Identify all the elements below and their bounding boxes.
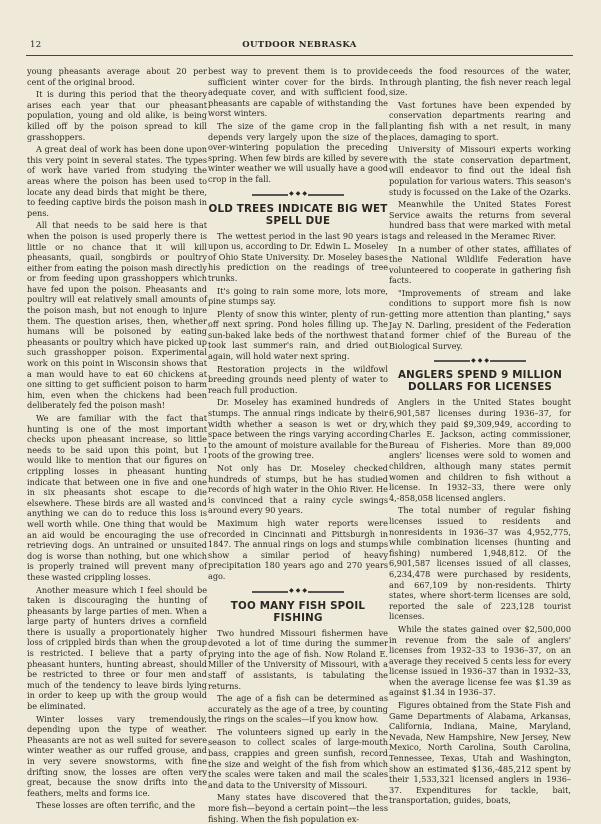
paragraph: The volunteers signed up early in the season to collect scales of large-mouth bass, crappies and green sunfish, record the size and weight of the fish from which the scales were taken and mail the scales and data to the University of Missouri. bbox=[208, 726, 388, 790]
paragraph: Meanwhile the United States Forest Service awaits the returns from several hundred bass that were marked with metal tags and released in the Meramec River. bbox=[389, 199, 571, 241]
paragraph: Anglers in the United States bought 6,901,587 licenses during 1936–37, for which they paid $9,309,949, according to Charles E. Jackson, acting commissioner, Bureau of Fisheries. More than 89,000 anglers' licenses were sold to women and children, although many states permit women and children to fish without a license. In 1932–33, there were only 4,-858,058 licensed anglers. bbox=[389, 397, 571, 503]
headline-old-trees: OLD TREES INDICATE BIG WET SPELL DUE bbox=[208, 202, 388, 227]
page-number: 12 bbox=[30, 40, 42, 50]
paragraph: Two hundred Missouri fishermen have devoted a lot of time during the summer prying into the age of fish. Now Roland E. Miller of the University of Missouri, with a staff of assistants, is tabulating the returns. bbox=[208, 627, 388, 691]
paragraph: The total number of regular fishing licenses issued to residents and nonresidents in 1936–37 was 4,952,775, while combination licenses (hunting and fishing) numbered 1,948,812. Of the 6,901,587 licenses issued of all classes, 6,234,478 were purchased by residents, and 667,109 by non-residents. Thirty states, where short-term licenses are sold, reported the sale of 223,128 tourist licenses. bbox=[389, 505, 571, 622]
section-divider-ornament: ◆ ◆ ◆ bbox=[389, 355, 571, 365]
paragraph: "Improvements of stream and lake conditions to support more fish is now getting more attention than planting," says Jay N. Darling, president of the Federation and former chief of the Bureau of the Biological Survey. bbox=[389, 287, 571, 351]
paragraph: Not only has Dr. Moseley checked hundreds of stumps, but he has studied records of high water in the Ohio River. He is convinced that a rainy cycle swings around every 90 years. bbox=[208, 463, 388, 516]
paragraph: Maximum high water reports were recorded in Cincinnati and Pittsburgh in 1847. The annual rings on logs and stumps show a similar period of heavy precipitation 180 years ago and 270 years ago. bbox=[208, 517, 388, 581]
paragraph: While the states gained over $2,500,000 in revenue from the sale of anglers' licenses from 1932–33 to 1936–37, on an average they received 5 cents less for every license issued in 1936–37 than in 1932–33, when the average license fee was $1.39 as against $1.34 in 1936–37. bbox=[389, 623, 571, 698]
paragraph: The age of a fish can be determined as accurately as the age of a tree, by counting the rings on the scales—if you know how. bbox=[208, 693, 388, 725]
paragraph: ceeds the food resources of the water, through planting, the fish never reach legal size. bbox=[389, 66, 571, 98]
paragraph: In a number of other states, affiliates of the National Wildlife Federation have volunteered to cooperate in gathering fish facts. bbox=[389, 243, 571, 286]
header-rule bbox=[26, 55, 573, 56]
section-divider-ornament: ◆ ◆ ◆ bbox=[208, 189, 388, 199]
column-right bbox=[389, 66, 571, 806]
paragraph: Plenty of snow this winter, plenty of run-off next spring. Pond holes filling up. The sun-baked lake beds of the northwest that took last summer's rain, and dried out again, will hold water next spring. bbox=[208, 308, 388, 362]
paragraph: It is during this period that the theory arises each year that our pheasant population, young and old alike, is being killed off by the poison spread to kill grasshoppers. bbox=[27, 89, 207, 142]
magazine-title: OUTDOOR NEBRASKA bbox=[242, 40, 357, 50]
paragraph: All that needs to be said here is that when the poison is used properly there is little or no chance that it will kill pheasants, quail, songbirds or poultry either from eating the poison mash directly or from feeding upon grasshoppers which have fed upon the poison. Pheasants and poultry will eat relatively small amounts of the poison mash, but not enough to injure them. The question arises, then, whether humans will be poisoned by eating pheasants or poultry which have picked up such grasshopper poison. Experimental work on this point in Wisconsin shows that a man would have to eat 60 chickens at one sitting to get sufficient poison to harm him, even when the chickens had been deliberately fed the poison mash! bbox=[27, 220, 207, 411]
paragraph: Vast fortunes have been expended by conservation departments rearing and planting fish with a net result, in many places, damaging to sport. bbox=[389, 99, 571, 142]
headline-anglers-spend: ANGLERS SPEND 9 MILLION DOLLARS FOR LICENSES bbox=[397, 369, 563, 394]
paragraph: University of Missouri experts working with the state conservation department, will endeavor to find out the ideal fish population for various waters. This season's study is focussed on the Lake of the Ozarks. bbox=[389, 144, 571, 197]
paragraph: young pheasants average about 20 per cent of the original brood. bbox=[27, 66, 207, 87]
paragraph: Figures obtained from the State Fish and Game Departments of Alabama, Arkansas, California, Indiana, Maine, Maryland, Nevada, New Hampshire, New Jersey, New Mexico, North Carolina, South Carolina, Tennessee, Texas, Utah and Washington, show an estimated $136,-485,212 spent by their 1,533,321 licensed anglers in 1936–37. Expenditures for tackle, bait, transportation, guides, boats, bbox=[389, 700, 571, 806]
section-divider-ornament: ◆ ◆ ◆ bbox=[208, 586, 388, 596]
paragraph: Restoration projects in the wildfowl breeding grounds need plenty of water to reach full production. bbox=[208, 363, 388, 395]
paragraph: The size of the game crop in the fall depends very largely upon the size of the over-wintering population the preceding spring. When few birds are killed by severe winter weather we will usually have a good crop in the fall. bbox=[208, 120, 388, 184]
paragraph: best way to prevent them is to provide sufficient winter cover for the birds. In adequate cover, and with sufficient food, pheasants are capable of withstanding the worst winters. bbox=[208, 66, 388, 119]
column-middle bbox=[208, 66, 388, 824]
paragraph: A great deal of work has been done upon this very point in several states. The types of work have varied from studying the areas where the poison has been used to locate any dead birds that might be there, to feeding captive birds the poison mash in pens. bbox=[27, 144, 207, 218]
paragraph: These losses are often terrific, and the bbox=[36, 800, 196, 811]
paragraph: Winter losses vary tremendously, depending upon the type of weather. Pheasants are not as well suited for severe winter weather as our ruffed grouse, and in very severe snowstorms, with fine drifting snow, the losses are often very great, because the snow drifts into the feathers, melts and forms ice. bbox=[27, 713, 207, 798]
paragraph: Dr. Moseley has examined hundreds of stumps. The annual rings indicate by their width whether a season is wet or dry, space between the rings varying according to the amount of moisture available for the roots of the growing tree. bbox=[208, 397, 388, 461]
paragraph: It's going to rain some more, lots more, pine stumps say. bbox=[208, 285, 388, 307]
headline-too-many-fish: TOO MANY FISH SPOIL FISHING bbox=[230, 599, 366, 624]
paragraph: Many states have discovered that the more fish—beyond a certain point—the less fishing. When the fish population ex- bbox=[208, 792, 388, 824]
column-left bbox=[27, 66, 207, 811]
page-header bbox=[26, 40, 573, 56]
paragraph: We are familiar with the fact that hunting is one of the most important checks upon pheasant increase, so little needs to be said upon this point, but I would like to mention that our figures on crippling losses in pheasant hunting indicate that between one in five and one in six pheasants shot escape to die elsewhere. These birds are all wasted and anything we can do to reduce this loss is well worth while. One thing that would be an aid would be encouraging the use of retrieving dogs. An untrained or unsuited dog is worse than nothing, but one which is properly trained will prevent many of these wasted crippling losses. bbox=[27, 413, 207, 582]
paragraph: The wettest period in the last 90 years is upon us, according to Dr. Edwin L. Moseley of Ohio State University. Dr. Moseley bases his prediction on the readings of tree trunks. bbox=[208, 230, 388, 283]
paragraph: Another measure which I feel should be taken is discouraging the hunting of pheasants by large parties of men. When a large party of hunters drives a cornfield there is usually a proportionately higher loss of crippled birds than when the group is restricted. I believe that a party of pheasant hunters, hunting abreast, should be restricted to three or four men and much of the tendency to leave birds lying in order to keep up with the group would be eliminated. bbox=[27, 584, 207, 712]
